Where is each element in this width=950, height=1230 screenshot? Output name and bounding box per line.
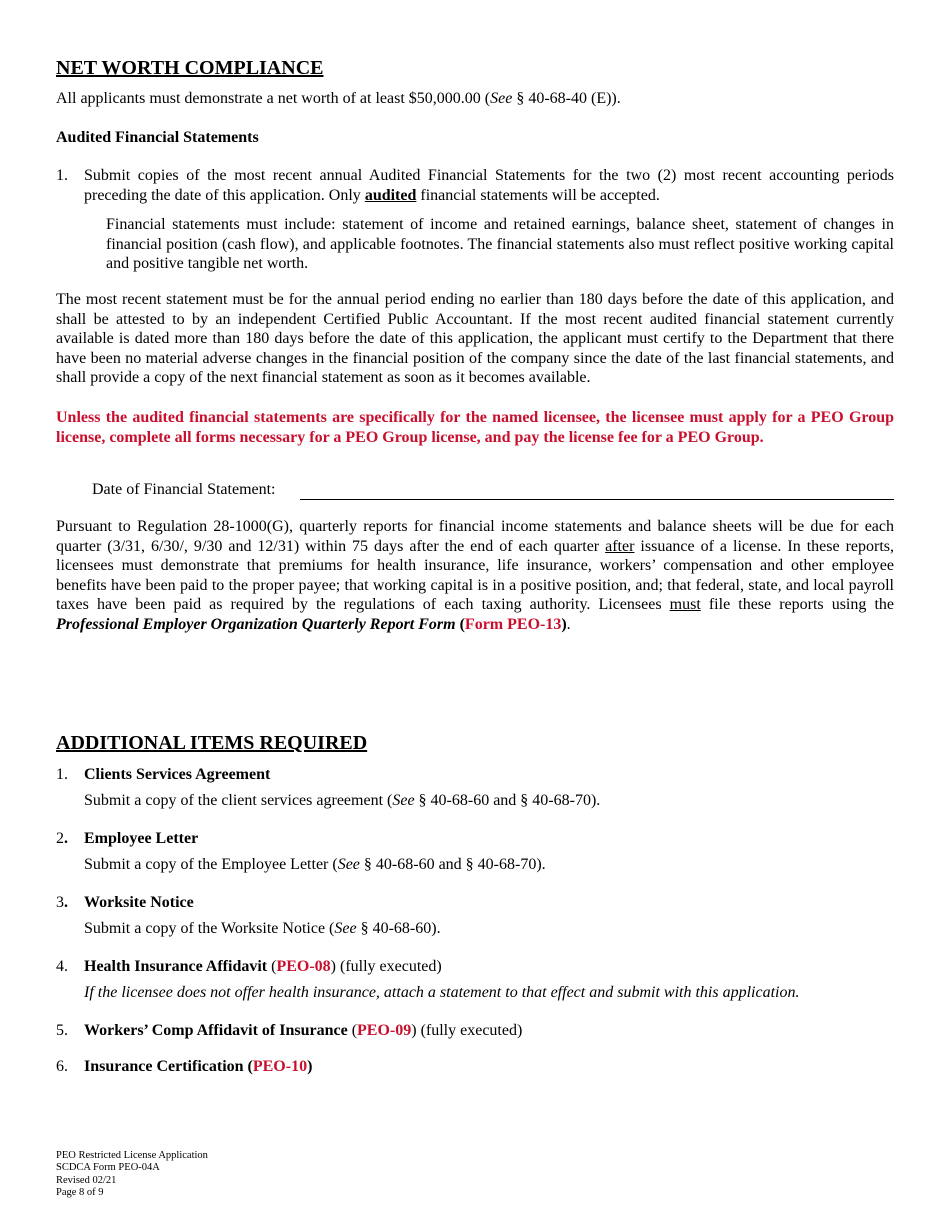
item-number: 1. <box>56 167 68 184</box>
date-of-financial-statement-field[interactable] <box>300 480 894 500</box>
section-heading-additional-items: ADDITIONAL ITEMS REQUIRED <box>56 732 368 754</box>
form-peo-08-reference: PEO-08 <box>276 958 331 975</box>
item-desc-worksite-notice: Submit a copy of the Worksite Notice (See § 40-68-60). <box>84 920 441 937</box>
quarterly-reports-paragraph: Pursuant to Regulation 28-1000(G), quarterly reports for financial income statements and balance sheets will be due for each quarter (3/31, 6/30/, 9/30 and 12/31) within 75 days after the end of each quarter after issuance of a license. In these reports, licensees must demonstrate that premiums for health insurance, life insurance, workers’ compensation and other employee benefits have been paid to the proper payee; that working capital is in a positive position, and; that federal, state, and local payroll taxes have been paid as required by the regulations of each taxing authority. Licensees must file these reports using the Professional Employer Organization Quarterly Report Form (Form PEO-13). <box>56 518 895 633</box>
net-worth-intro: All applicants must demonstrate a net worth of at least $50,000.00 (See § 40-68-40 (E)). <box>56 90 621 107</box>
item-number: 1. <box>56 766 68 783</box>
item-number: 3. <box>56 894 68 911</box>
item-title-health-insurance-affidavit: Health Insurance Affidavit (PEO-08) (fully executed) <box>84 958 442 975</box>
item-number: 5. <box>56 1022 68 1039</box>
item-desc-employee-letter: Submit a copy of the Employee Letter (See § 40-68-60 and § 40-68-70). <box>84 856 546 873</box>
form-peo-10-reference: PEO-10 <box>252 1058 308 1075</box>
form-peo-09-reference: PEO-09 <box>357 1022 412 1039</box>
health-insurance-note: If the licensee does not offer health insurance, attach a statement to that effect and submit with this application. <box>84 984 800 1001</box>
item-number: 6. <box>56 1058 68 1075</box>
item-title-client-services-agreement: Clients Services Agreement <box>84 766 271 783</box>
item-number: 4. <box>56 958 68 975</box>
section-heading-net-worth: NET WORTH COMPLIANCE <box>56 57 324 79</box>
form-peo-13-reference: Form PEO-13 <box>464 615 562 633</box>
page-footer <box>56 1150 208 1200</box>
date-of-financial-statement-label: Date of Financial Statement: <box>92 481 276 498</box>
item-title-insurance-certification: Insurance Certification (PEO-10) <box>84 1058 313 1075</box>
item-title-workers-comp-affidavit: Workers’ Comp Affidavit of Insurance (PEO-09) (fully executed) <box>84 1022 523 1039</box>
item-number: 2. <box>56 830 68 847</box>
audited-statements-subheading: Audited Financial Statements <box>56 129 259 146</box>
recent-statement-paragraph: The most recent statement must be for the annual period ending no earlier than 180 days before the date of this application, and shall be attested to by an independent Certified Public Accountant. If the most recent audited financial statement currently available is dated more than 180 days before the date of this application, the applicant must certify to the Department that there have been no material adverse changes in the financial position of the company since the date of the last financial statements, and shall provide a copy of the next financial statement as soon as it becomes available. <box>56 291 894 387</box>
audited-statements-requirement: Submit copies of the most recent annual Audited Financial Statements for the two (2) most recent accounting periods preceding the date of this application. Only audited financial statements will be accepted. <box>84 167 894 204</box>
peo-group-warning: Unless the audited financial statements are specifically for the named licensee, the licensee must apply for a PEO Group license, complete all forms necessary for a PEO Group license, and pay the license fee for a PEO Group. <box>56 409 894 446</box>
item-desc-client-services-agreement: Submit a copy of the client services agreement (See § 40-68-60 and § 40-68-70). <box>84 792 601 809</box>
footer-page-number: Page 8 of 9 <box>56 1187 104 1199</box>
footer-revision: Revised 02/21 <box>56 1174 117 1186</box>
footer-form-number: SCDCA Form PEO-04A <box>56 1162 160 1174</box>
item-title-employee-letter: Employee Letter <box>84 830 199 847</box>
financial-statements-detail: Financial statements must include: statement of income and retained earnings, balance sheet, statement of changes in financial position (cash flow), and applicable footnotes. The financial statements also must reflect positive working capital and positive tangible net worth. <box>106 216 894 273</box>
item-title-worksite-notice: Worksite Notice <box>84 894 194 911</box>
footer-form-title: PEO Restricted License Application <box>56 1150 208 1161</box>
